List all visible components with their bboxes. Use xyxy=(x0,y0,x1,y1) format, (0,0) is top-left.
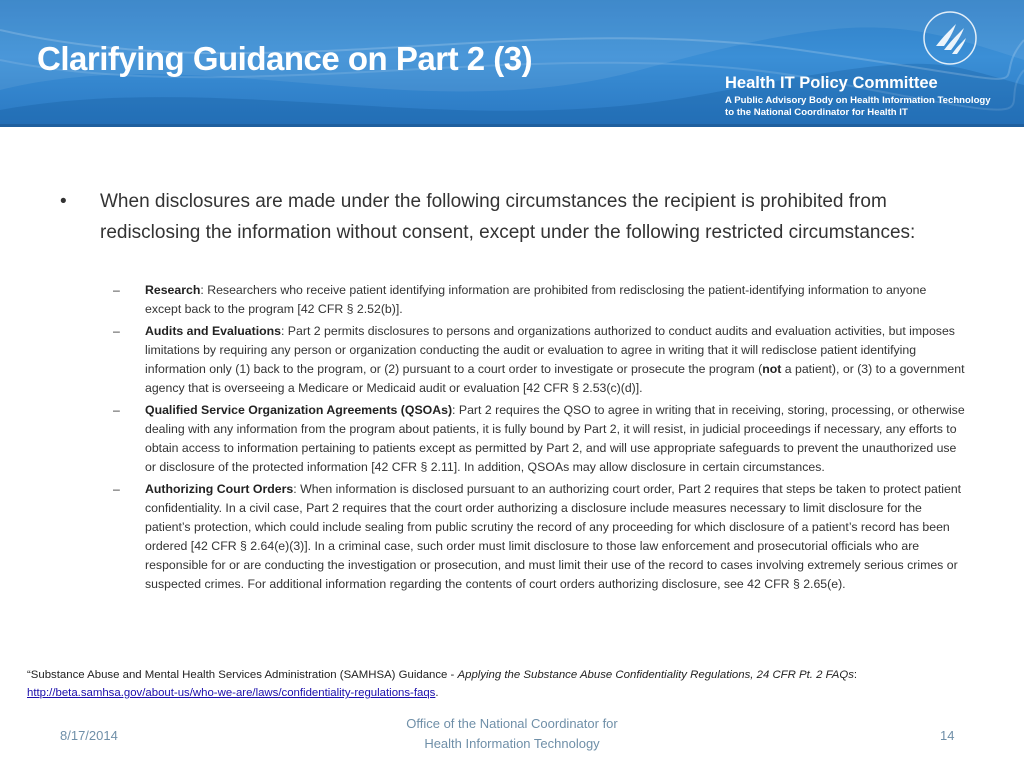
footnote-prefix: “Substance Abuse and Mental Health Services Administration (SAMHSA) Guidance - xyxy=(27,669,458,681)
sub-bullet-body: : Part 2 requires the QSO to agree in writing that in receiving, storing, processing, or otherwise dealing with any information from the program about patients, it is fully bound by Part 2, it will resist, in judicial proceedings if necessary, any efforts to obtain access to information pertaining to patients except as permitted by Part 2, and will use appropriate safeguards to prevent the unauthorized use or disclosure of the protected information [42 CFR § 2.11]. In addition, QSOAs may allow disclosure in certain circumstances. xyxy=(145,403,965,474)
sub-bullet-list xyxy=(113,281,965,597)
footnote-link[interactable]: http://beta.samhsa.gov/about-us/who-we-are/laws/confidentiality-regulations-faqs xyxy=(27,687,436,699)
sub-bullet-body-cont: a patient), or (3) to a government agency that is overseeing a Medicare or Medicaid audit or evaluation [42 CFR § 2.53(c)(d)]. xyxy=(145,362,965,395)
page-number: 14 xyxy=(940,728,955,743)
sub-bullet-text xyxy=(145,480,965,594)
footer-org xyxy=(362,714,662,754)
footnote-end: . xyxy=(435,687,439,699)
footnote-colon: : xyxy=(853,669,858,681)
org-subtitle-line1: A Public Advisory Body on Health Information Technology xyxy=(725,95,991,106)
sub-bullet-text xyxy=(145,281,965,319)
sub-bullet-qsoa xyxy=(113,401,965,477)
footer-org-line1: Office of the National Coordinator for xyxy=(406,716,618,731)
sub-bullet-body: : Researchers who receive patient identifying information are prohibited from redisclosing the patient-identifying information to anyone except back to the program [42 CFR § 2.52(b)]. xyxy=(145,283,927,316)
sub-bullet-text xyxy=(145,322,965,398)
sub-bullet-term: Authorizing Court Orders xyxy=(145,482,294,496)
org-subtitle xyxy=(725,95,991,119)
main-bullet xyxy=(60,186,940,248)
footnote-title: Applying the Substance Abuse Confidentiality Regulations, 24 CFR Pt. 2 FAQs xyxy=(457,669,854,681)
sub-bullet-audits xyxy=(113,322,965,398)
sub-bullet-emphasis: not xyxy=(762,362,782,376)
source-footnote xyxy=(27,666,1007,702)
footer-org-line2: Health Information Technology xyxy=(424,736,600,751)
sub-bullet-term: Qualified Service Organization Agreements (QSOAs) xyxy=(145,403,453,417)
sub-bullet-text xyxy=(145,401,965,477)
sub-bullet-dash: – xyxy=(113,403,120,417)
sub-bullet-court-orders xyxy=(113,480,965,594)
org-title: Health IT Policy Committee xyxy=(725,74,938,92)
sub-bullet-dash: – xyxy=(113,482,120,496)
main-bullet-text: When disclosures are made under the following circumstances the recipient is prohibited from redisclosing the information without consent, except under the following restricted circumstances: xyxy=(100,191,916,243)
sub-bullet-body: : Part 2 permits disclosures to persons and organizations authorized to conduct audits and evaluation activities, but imposes limitations by requiring any person or organization conducting the audit or evaluation to agree in writing that it will redisclose patient identifying information only (1) back to the program, or (2) pursuant to a court order to investigate or prosecute the program ( xyxy=(145,324,955,376)
sub-bullet-dash: – xyxy=(113,324,120,338)
sub-bullet-term: Research xyxy=(145,283,201,297)
sub-bullet-dash: – xyxy=(113,283,120,297)
sub-bullet-term: Audits and Evaluations xyxy=(145,324,281,338)
sub-bullet-research xyxy=(113,281,965,319)
footer-date: 8/17/2014 xyxy=(60,728,118,743)
banner-bottom-border xyxy=(0,124,1024,127)
org-subtitle-line2: to the National Coordinator for Health IT xyxy=(725,107,908,118)
bullet-dot: • xyxy=(60,191,67,212)
sub-bullet-body: : When information is disclosed pursuant to an authorizing court order, Part 2 requires that steps be taken to protect patient confidentiality. In a civil case, Part 2 requires that the court order authorizing a disclosure include measures necessary to limit disclosure for the patient’s protection, which could include sealing from public scrutiny the record of any proceeding for which disclosure of a patient’s record has been ordered [42 CFR § 2.64(e)(3)]. In a criminal case, such order must limit disclosure to those law enforcement and prosecutorial officials who are responsible for or are conducting the investigation or prosecution, and must limit their use of the record to cases involving extremely serious crimes or suspected crimes. For additional information regarding the contents of court orders authorizing disclosure, see 42 CFR § 2.65(e). xyxy=(145,482,962,591)
slide-title: Clarifying Guidance on Part 2 (3) xyxy=(37,40,533,77)
hhs-eagle-logo-icon xyxy=(922,10,978,66)
